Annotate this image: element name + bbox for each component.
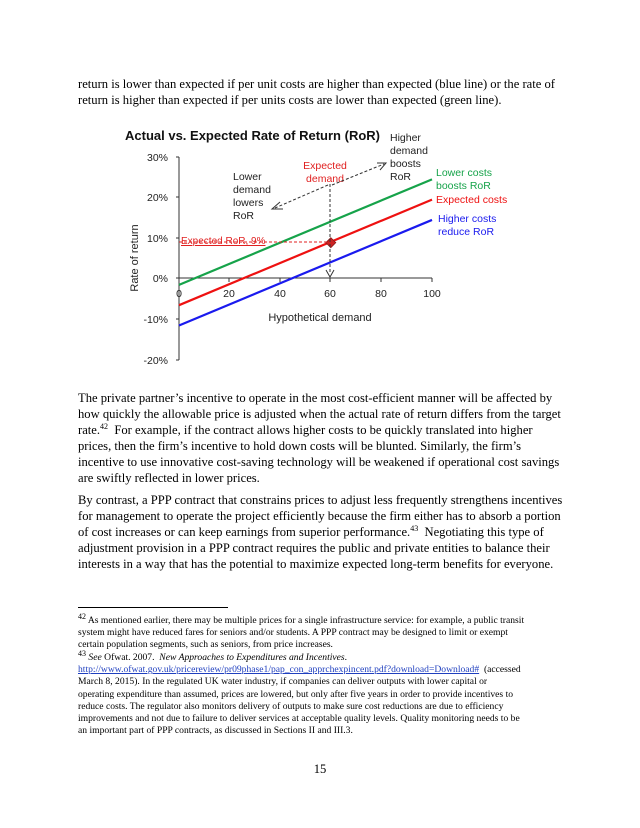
footnote-42 <box>78 611 568 652</box>
annotation-line: demand <box>390 145 428 157</box>
expected-demand-label: demand <box>306 173 344 185</box>
body-line: adjustment provision in a PPP contract requires the public and private entities to balance their <box>78 541 550 555</box>
x-tick-label: 20 <box>223 288 235 300</box>
annotation-line: boosts <box>390 158 421 170</box>
x-tick-label: 40 <box>274 288 286 300</box>
footnote-text: As mentioned earlier, there may be multiple prices for a single infrastructure service: for example, a public transit <box>87 615 525 626</box>
footnote-ref-42[interactable]: 42 <box>100 421 109 431</box>
footnote-line: an important part of PPP contracts, as discussed in Sections II and III.3. <box>78 725 353 737</box>
y-axis <box>143 152 179 367</box>
higher-demand-note <box>390 132 428 183</box>
series-label-lower-costs: boosts RoR <box>436 180 491 192</box>
body-text: of cost increases or can keep earnings from superior performance. <box>78 525 411 539</box>
see-signal: See <box>88 652 102 663</box>
footnote-title: New Approaches to Expenditures and Incentives <box>159 652 345 663</box>
x-tick-label: 100 <box>423 288 441 300</box>
body-text: Negotiating this type of <box>424 525 544 539</box>
footnote-line <box>78 664 568 676</box>
intro-line: return is higher than expected if per units costs are lower than expected (green line). <box>78 93 502 107</box>
y-tick-label: -20% <box>143 355 168 367</box>
footnote-number: 42 <box>78 611 86 621</box>
footnote-line <box>78 611 568 627</box>
footnote-line: March 8, 2015). In the regulated UK water industry, if companies can deliver outputs with lower capital or <box>78 676 488 688</box>
footnote-line: $^{43}$ See Ofwat. 2007. New Approaches to Expenditures and Incentives. <box>78 648 348 663</box>
body-text: rate. <box>78 423 101 437</box>
series-label-higher-costs: Higher costs <box>438 213 497 225</box>
y-tick-label: 30% <box>146 152 168 164</box>
body-line: prices, then the firm’s incentive to hold down costs will be blunted. Similarly, the firm’s <box>78 439 522 453</box>
chart-title: Actual vs. Expected Rate of Return (RoR) <box>125 128 380 143</box>
x-tick-label: 80 <box>375 288 387 300</box>
footnote-line: certain population segments, such as seniors, from price increases. <box>78 639 333 651</box>
body-line <box>78 422 564 438</box>
body-line: how quickly the allowable price is adjusted when the actual rate of return differs from the target <box>78 407 561 421</box>
footnote-source: Ofwat. 2007. <box>104 652 155 663</box>
intro-paragraph <box>78 76 564 108</box>
annotation-line: lowers <box>233 197 264 209</box>
footnote-separator <box>78 607 228 608</box>
body-line: interests in a way that has the potential to maximize expected long-term benefits for everyone. <box>78 557 554 571</box>
body-paragraph-1 <box>78 390 564 486</box>
series-layer <box>179 179 432 325</box>
body-line: incentive to use innovative cost-saving technology will be weakened if operational cost savings <box>78 455 560 469</box>
lower-demand-note <box>233 171 271 222</box>
series-label-higher-costs: reduce RoR <box>438 226 495 238</box>
expected-ror-guide <box>179 236 330 247</box>
body-line <box>78 524 564 540</box>
annotation-line: Higher <box>390 132 421 144</box>
page-number: 15 <box>313 762 327 776</box>
ofwat-link[interactable]: http://www.ofwat.gov.uk/pricereview/pr09phase1/pap_con_apprchexpincent.pdf?download=Download# <box>78 664 480 676</box>
expected-ror-label: Expected RoR, 9% <box>181 236 266 247</box>
footnote-line: operating expenditure than assumed, prices are lowered, but only after five years in order to provide incentives to <box>78 688 514 700</box>
annotation-line: RoR <box>233 210 255 222</box>
body-line: for management to operate the project efficiently because the firm either has to absorb a portion <box>78 509 561 523</box>
x-tick-label: 60 <box>324 288 336 300</box>
x-axis-label: Hypothetical demand <box>268 312 372 324</box>
footnote-43 <box>78 648 568 737</box>
expected-ror-marker <box>326 238 336 248</box>
annotation-line: Lower <box>233 171 262 183</box>
intro-line: return is lower than expected if per unit costs are higher than expected (blue line) or the rate of <box>78 77 555 91</box>
series-line-0 <box>179 179 432 285</box>
ror-chart <box>120 122 520 372</box>
y-tick-label: -10% <box>143 314 168 326</box>
annotation-line: demand <box>233 184 271 196</box>
y-tick-label: 20% <box>146 192 168 204</box>
body-line: By contrast, a PPP contract that constrains prices to adjust less frequently strengthens incentives <box>78 493 563 507</box>
body-line: The private partner’s incentive to operate in the most cost-efficient manner will be affected by <box>78 391 553 405</box>
series-label-expected-costs: Expected costs <box>436 194 508 206</box>
x-tick-label: 0 <box>176 288 182 300</box>
series-line-1 <box>179 200 432 306</box>
annotation-line: RoR <box>390 171 412 183</box>
expected-demand-label: Expected <box>303 160 347 172</box>
footnote-line: system might have reduced fares for seniors and/or students. A PPP contract may be designed to limit or exempt <box>78 627 508 639</box>
body-text: For example, if the contract allows higher costs to be quickly translated into higher <box>114 423 533 437</box>
body-paragraph-2 <box>78 492 564 572</box>
footnote-number: 43 <box>78 648 86 658</box>
body-line: are swiftly reflected in lower prices. <box>78 471 260 485</box>
series-label-lower-costs: Lower costs <box>436 167 493 179</box>
lower-demand-arrow <box>275 185 328 208</box>
footnote-ref-43[interactable]: 43 <box>410 523 419 533</box>
series-labels <box>436 167 507 238</box>
y-tick-label: 10% <box>146 233 168 245</box>
y-axis-label: Rate of return <box>129 224 141 292</box>
higher-demand-arrowhead <box>377 163 386 170</box>
footnote-text: (accessed <box>483 664 521 676</box>
footnote-line: reduce costs. The regulator also monitors delivery of outputs to make sure cost reductions are due to efficiency <box>78 700 504 712</box>
y-tick-label: 0% <box>152 273 168 285</box>
footnote-line: improvements and not due to failure to deliver services at acceptable quality levels. Quality monitoring needs to be <box>78 713 520 725</box>
